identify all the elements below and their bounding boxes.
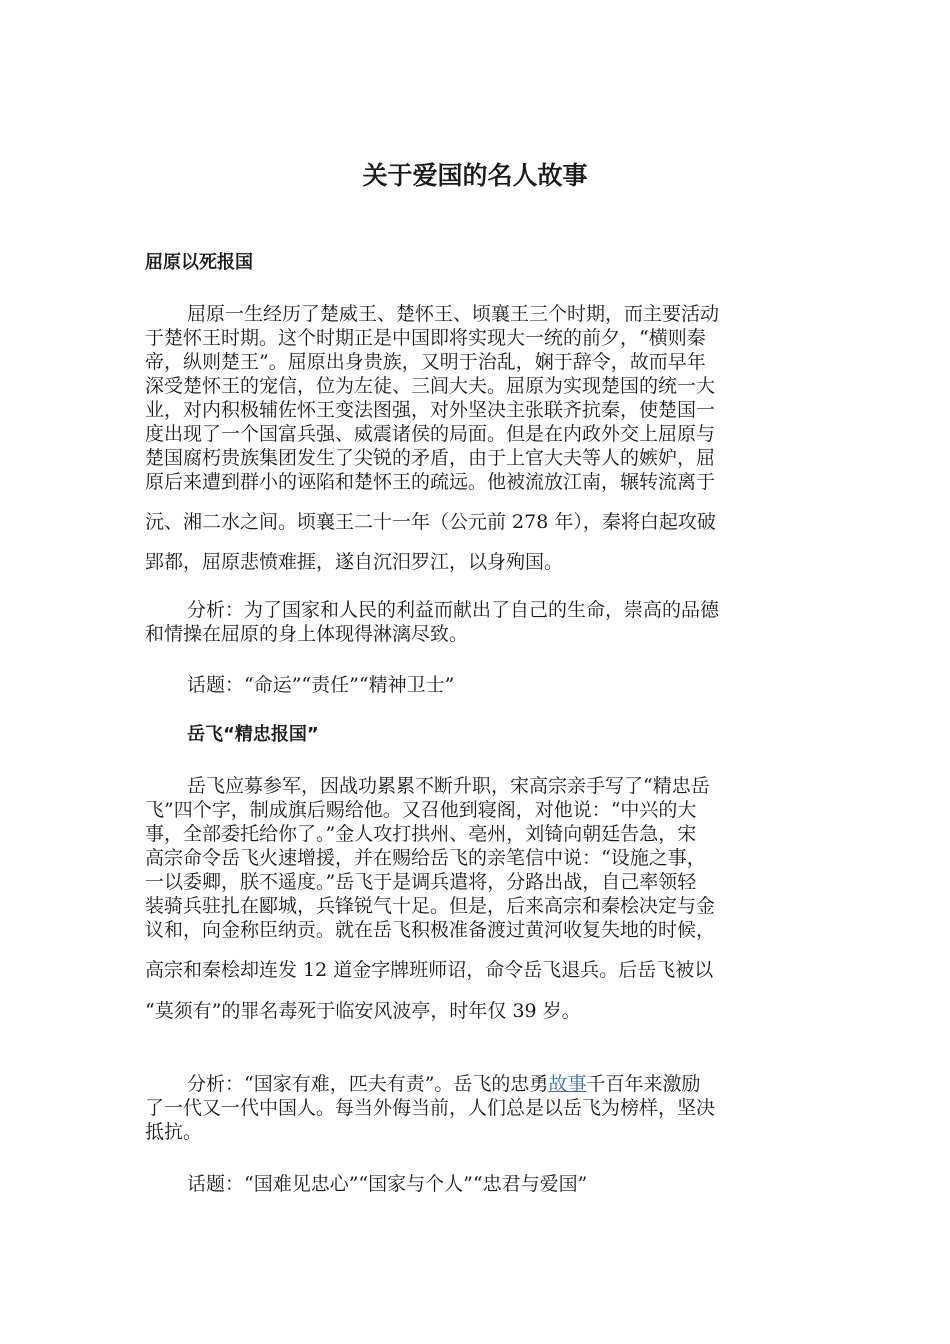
text-line: [145, 1072, 795, 1096]
text-line: 抵抗。: [145, 1121, 203, 1143]
text-line: 郢都，屈原悲愤难捱，遂自沉汨罗江，以身殉国。: [145, 551, 564, 573]
text-line: “莫须有”的罪名毒死于临安风波亭，时年仅 39 岁。: [145, 1000, 581, 1022]
topics-yuefei: [145, 1172, 795, 1196]
text-line: 话题：“命运”“责任”“精神卫士”: [187, 674, 455, 696]
story-link[interactable]: 故事: [548, 1073, 587, 1095]
text-line: 屈原一生经历了楚威王、楚怀王、顷襄王三个时期，而主要活动: [187, 303, 720, 325]
topics-quyuan: [145, 673, 795, 697]
section-heading-quyuan: 屈原以死报国: [145, 252, 253, 273]
text-line: 帝，纵则楚王”。屈原出身贵族，又明于治乱，娴于辞令，故而早年: [145, 351, 706, 373]
text-line: 话题：“国难见忠心”“国家与个人”“忠君与爱国”: [187, 1173, 588, 1195]
text-line: 事，全部委托给你了。”金人攻打拱州、亳州，刘锜向朝廷告急，宋: [145, 823, 697, 845]
story-paragraph-yuefei: [145, 774, 795, 1023]
text-line: 装骑兵驻扎在郾城，兵锋锐气十足。但是，后来高宗和秦桧决定与金: [145, 895, 716, 917]
text-line: 岳飞应募参军，因战功累累不断升职，宋高宗亲手写了“精忠岳: [187, 775, 710, 797]
text-line: 业，对内积极辅佐怀王变法图强，对外坚决主张联齐抗秦，使楚国一: [145, 399, 716, 421]
text-line: 和情操在屈原的身上体现得淋漓尽致。: [145, 623, 469, 645]
text-line: 于楚怀王时期。这个时期正是中国即将实现大一统的前夕，“横则秦: [145, 327, 706, 349]
document-title: 关于爱国的名人故事: [362, 161, 588, 190]
text-line: 原后来遭到群小的诬陷和楚怀王的疏远。他被流放江南，辗转流离于: [145, 471, 716, 493]
story-paragraph-quyuan: [145, 302, 795, 574]
text-line: 飞”四个字，制成旗后赐给他。又召他到寝阁，对他说：“中兴的大: [145, 799, 697, 821]
text-line: 高宗和秦桧却连发 12 道金字牌班师诏，命令岳飞退兵。后岳飞被以: [145, 959, 714, 981]
text-line: 了一代又一代中国人。每当外侮当前，人们总是以岳飞为榜样，坚决: [145, 1097, 716, 1119]
analysis-paragraph-quyuan: [145, 598, 795, 646]
text-line: 分析：为了国家和人民的利益而献出了自己的生命，崇高的品德: [187, 599, 720, 621]
text-line: 议和，向金称臣纳贡。就在岳飞积极准备渡过黄河收复失地的时候，: [145, 919, 716, 941]
text-line: 一以委卿，朕不遥度。”岳飞于是调兵遣将，分路出战，自己率领轻: [145, 871, 697, 893]
text-line: 度出现了一个国富兵强、威震诸侯的局面。但是在内政外交上屈原与: [145, 423, 716, 445]
section-heading-yuefei: 岳飞“精忠报国”: [187, 724, 319, 745]
analysis-text: 分析：“国家有难，匹夫有责”。岳飞的忠勇: [187, 1073, 549, 1095]
text-line: 高宗命令岳飞火速增援，并在赐给岳飞的亲笔信中说：“设施之事，: [145, 847, 706, 869]
text-line: 沅、湘二水之间。顷襄王二十一年（公元前 278 年），秦将白起攻破: [145, 511, 716, 533]
analysis-paragraph-yuefei: [145, 1072, 795, 1144]
text-line: 深受楚怀王的宠信，位为左徒、三闾大夫。屈原为实现楚国的统一大: [145, 375, 716, 397]
text-line: 楚国腐朽贵族集团发生了尖锐的矛盾，由于上官大夫等人的嫉妒，屈: [145, 447, 716, 469]
analysis-text: 千百年来激励: [586, 1073, 701, 1095]
